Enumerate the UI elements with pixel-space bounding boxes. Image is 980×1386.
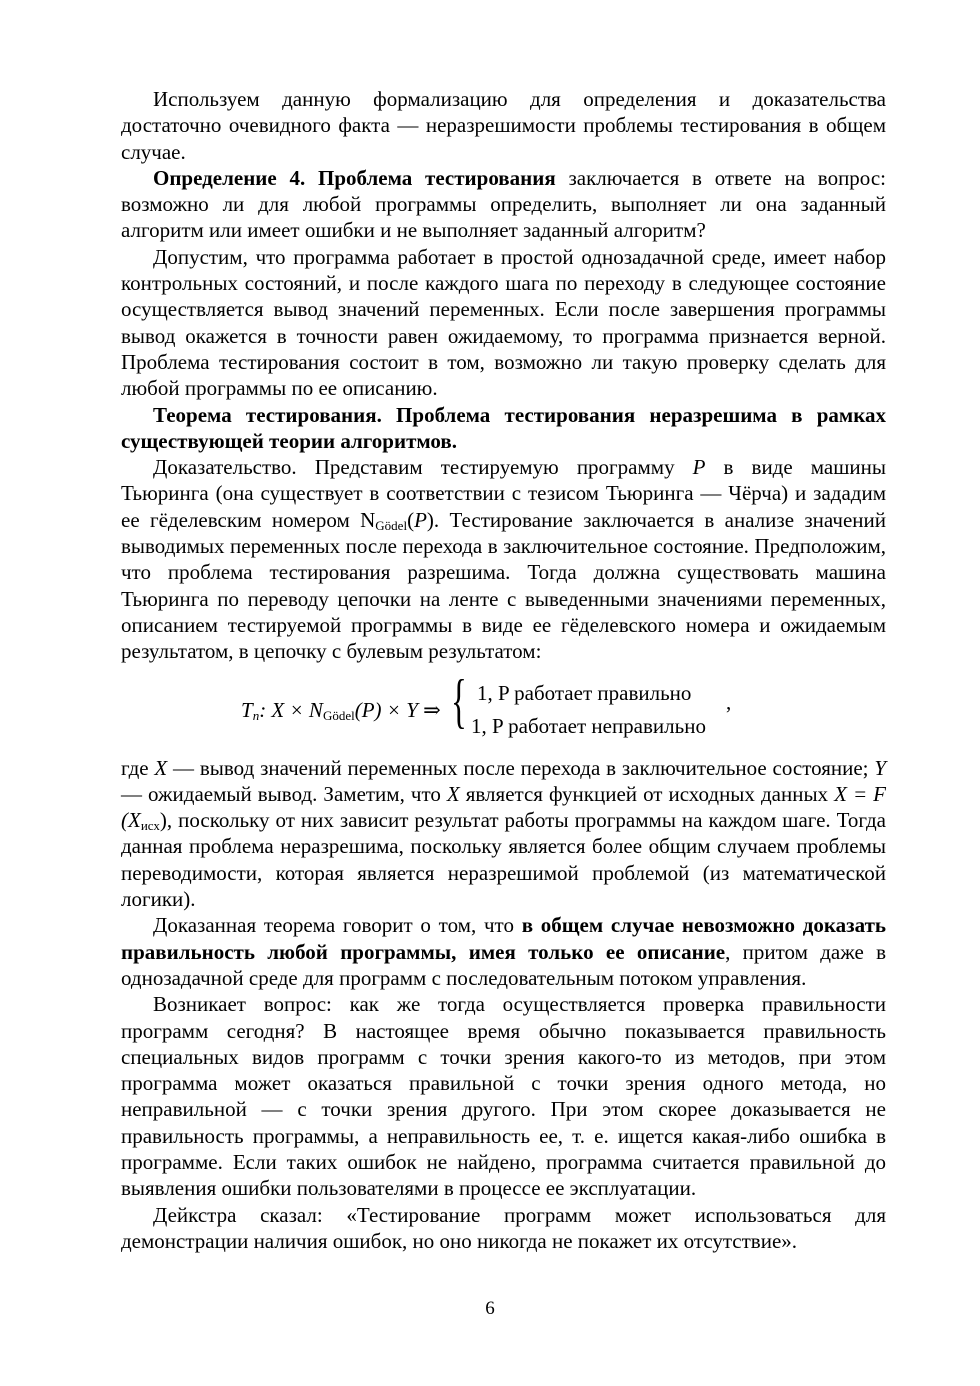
formula-comma: , bbox=[726, 689, 732, 714]
definition-title: Определение 4. Проблема тестирования bbox=[153, 165, 556, 190]
paragraph-proof: Доказательство. Представим тестируемую программу P в виде машины Тьюринга (она существует в соответствии с тезисом Тьюринга — Чёрча) и зададим ее гёделевским номером $N_{Gödel}(P)$. Тестирование заключается в анализе значений выводимых переменных после перехода в заключительное состояние. Предположим, что проблема тестирования разрешима. Тогда должна существовать машина Тьюринга по переводу цепочки на ленте с выведенными значениями переменных, описанием тестируемой программы в виде ее гёделевского номера и ожидаемым результатом, в цепочку с булевым результатом: bbox=[121, 455, 887, 664]
paragraph-conclusion: Доказанная теорема говорит о том, что в общем случае невозможно доказать правильность любой программы, имея только ее описание, притом даже в однозадачной среде для программ с последовательным потоком управления. bbox=[121, 913, 887, 990]
formula-case-false: 1, P работает неправильно bbox=[471, 713, 706, 738]
paragraph-where: где X — вывод значений переменных после перехода в заключительное состояние; Y — ожидаемый вывод. Заметим, что X является функцией от исходных данных X = F $(X_{исх})$, поскольку от них зависит результат работы программы на каждом шаге. Тогда данная проблема неразрешима, поскольку является более общим случаем проблемы переводимости, которая является неразрешимой проблемой (из математической логики). bbox=[121, 755, 886, 912]
formula-case-true: 1, P работает правильно bbox=[477, 680, 692, 705]
page-number: 6 bbox=[485, 1298, 495, 1319]
paragraph-intro: Используем данную формализацию для определения и доказательства достаточно очевидного факта — неразрешимости проблемы тестирования в общем случае. bbox=[121, 87, 886, 164]
paragraph-question: Возникает вопрос: как же тогда осуществляется проверка правильности программ сегодня? В настоящее время обычно показывается правильность специальных видов программ с точки зрения какого-то из методов, при этом программа может оказаться правильной с точки зрения одного метода, но неправильной — с точки зрения другого. При этом скорее доказывается не правильность программы, а неправильность ее, т. е. ищется какая-либо ошибка в программе. Если таких ошибок не найдено, программа считается правильной до выявления ошибки пользователями в процессе ее эксплуатации. bbox=[121, 992, 886, 1201]
paragraph-dijkstra-quote: Дейкстра сказал: «Тестирование программ может использоваться для демонстрации наличия ошибок, но оно никогда не покажет их отсутствие». bbox=[121, 1202, 886, 1253]
paragraph-definition-4: Определение 4. Проблема тестирования заключается в ответе на вопрос: возможно ли для любой программы определить, выполняет ли она заданный алгоритм или имеет ошибки и не выполняет заданный алгоритм? bbox=[121, 165, 886, 243]
formula-brace: { bbox=[451, 667, 467, 734]
theorem-statement: Теорема тестирования. Проблема тестирования неразрешима в рамках существующей теории алгоритмов. bbox=[121, 402, 886, 453]
page-body bbox=[121, 86, 886, 1254]
paragraph-assumption: Допустим, что программа работает в простой однозадачной среде, имеет набор контрольных состояний, и после каждого шага по переходу в следующее состояние осуществляется вывод значений переменных. Если после завершения программы вывод окажется в точности равен ожидаемому, то программа признается верной. Проблема тестирования состоит в том, возможно ли такую проверку сделать для любой программы по ее описанию. bbox=[121, 244, 886, 401]
formula-block bbox=[121, 667, 886, 747]
formula-lhs: $T_n$: $X \times N_{Gödel}(P) \times Y$ ⇒ bbox=[241, 697, 441, 723]
